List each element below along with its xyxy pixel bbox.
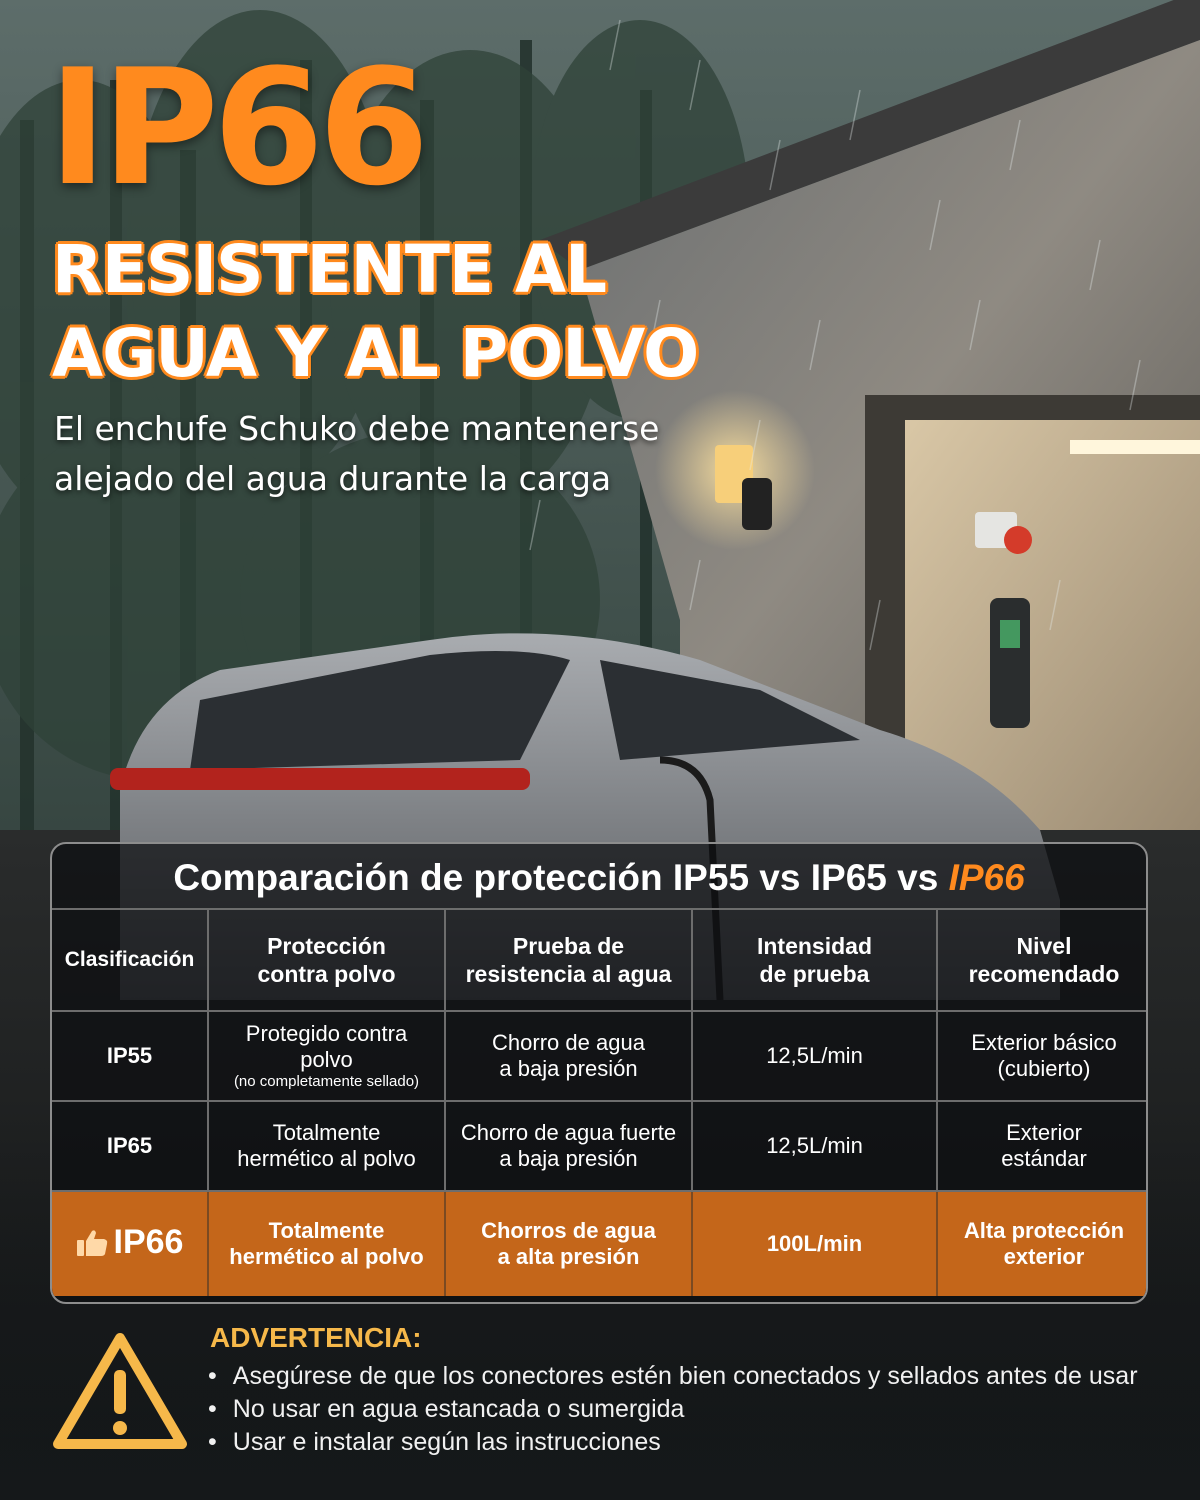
dust-line1: Totalmente: [272, 1120, 381, 1145]
header-level-line2: recomendado: [968, 961, 1120, 987]
header-dust-line1: Protección: [267, 933, 386, 959]
hero-subtitle-line1: RESISTENTE AL: [52, 231, 607, 308]
hero-title: IP66: [48, 34, 424, 221]
comparison-title-text: Comparación de protección IP55 vs IP65 vs: [173, 857, 949, 898]
list-item: • Asegúrese de que los conectores estén bien conectados y sellados antes de usar: [208, 1360, 1138, 1393]
list-item: • Usar e instalar según las instrucciones: [208, 1426, 1138, 1459]
rating-text: IP66: [113, 1222, 184, 1261]
header-intensity-line2: de prueba: [759, 961, 870, 987]
rating-cell: IP55: [52, 1011, 208, 1101]
warning-title: ADVERTENCIA:: [210, 1322, 422, 1353]
header-level: [937, 909, 1148, 1011]
water-line2: a baja presión: [499, 1146, 638, 1171]
rating-cell-highlight: [52, 1191, 208, 1296]
intensity-cell: 100L/min: [692, 1191, 937, 1296]
header-water-line2: resistencia al agua: [465, 961, 672, 987]
comparison-title: [52, 844, 1146, 908]
hero-note-line2: alejado del agua durante la carga: [54, 459, 612, 498]
table-header-row: [52, 909, 1148, 1011]
header-classification-text: Clasificación: [64, 948, 195, 971]
dust-line1: Totalmente: [268, 1218, 385, 1243]
water-line2: a baja presión: [499, 1056, 638, 1081]
dust-note: (no completamente sellado): [233, 1073, 420, 1090]
comparison-title-highlight: IP66: [948, 857, 1025, 898]
header-intensity: [692, 909, 937, 1011]
header-classification: [52, 909, 208, 1011]
level-cell: [937, 1191, 1148, 1296]
dust-cell: [208, 1101, 445, 1191]
level-cell: [937, 1011, 1148, 1101]
water-line1: Chorro de agua: [492, 1030, 645, 1055]
header-level-line1: Nivel: [1016, 933, 1072, 959]
header-intensity-line1: Intensidad: [756, 933, 872, 959]
level-line1: Alta protección: [963, 1218, 1125, 1243]
warning-list: [208, 1360, 1138, 1459]
header-water: [445, 909, 692, 1011]
level-line2: estándar: [1001, 1146, 1087, 1171]
list-item: • No usar en agua estancada o sumergida: [208, 1393, 1138, 1426]
header-water-line1: Prueba de: [512, 933, 625, 959]
intensity-cell: 12,5L/min: [692, 1011, 937, 1101]
level-line1: Exterior básico: [971, 1030, 1117, 1055]
comparison-table: [52, 908, 1148, 1296]
hero-subtitle-line2: AGUA Y AL POLVO: [52, 315, 699, 392]
table-row-ip55: [52, 1011, 1148, 1101]
water-line2: a alta presión: [497, 1244, 640, 1269]
dust-line2: hermético al polvo: [229, 1244, 424, 1269]
dust-line1: Protegido contra: [245, 1021, 408, 1046]
warning-triangle-icon: [52, 1330, 188, 1456]
hero-note-line1: El enchufe Schuko debe mantenerse: [54, 409, 660, 448]
table-row-ip66: [52, 1191, 1148, 1296]
table-row-ip65: [52, 1101, 1148, 1191]
level-line1: Exterior: [1006, 1120, 1082, 1145]
level-line2: (cubierto): [997, 1056, 1091, 1081]
water-line1: Chorro de agua fuerte: [460, 1120, 677, 1145]
water-cell: [445, 1191, 692, 1296]
hero-subtitle: [52, 228, 698, 396]
header-dust: [208, 909, 445, 1011]
water-cell: [445, 1011, 692, 1101]
hero-note: [54, 404, 659, 504]
thumbs-up-icon: [76, 1228, 110, 1260]
intensity-cell: 12,5L/min: [692, 1101, 937, 1191]
comparison-panel: [50, 842, 1148, 1304]
header-dust-line2: contra polvo: [257, 961, 396, 987]
level-cell: [937, 1101, 1148, 1191]
water-cell: [445, 1101, 692, 1191]
dust-line2: hermético al polvo: [237, 1146, 416, 1171]
level-line2: exterior: [1003, 1244, 1085, 1269]
rating-cell: IP65: [52, 1101, 208, 1191]
dust-line2: polvo: [300, 1047, 353, 1072]
water-line1: Chorros de agua: [481, 1218, 656, 1243]
dust-cell: [208, 1191, 445, 1296]
dust-cell: [208, 1011, 445, 1101]
